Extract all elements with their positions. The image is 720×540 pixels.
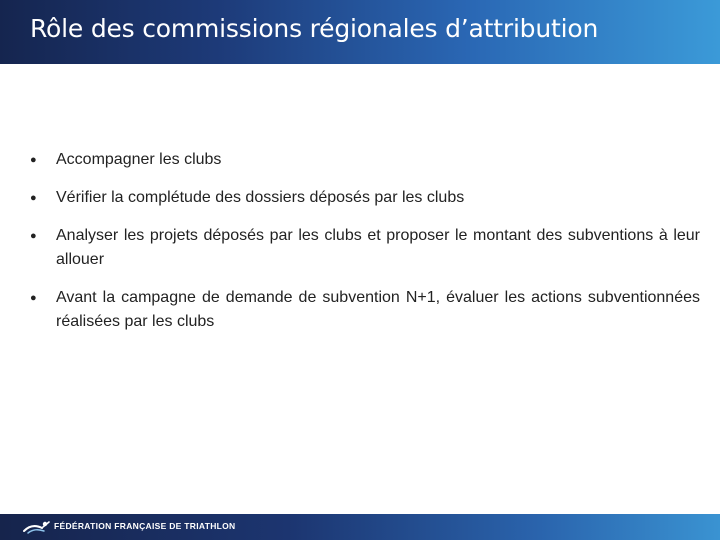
bullet-text: Vérifier la complétude des dossiers déposés par les clubs bbox=[56, 189, 465, 206]
bullet-item bbox=[28, 148, 700, 172]
bullet-text: Accompagner les clubs bbox=[56, 151, 222, 168]
footer-bar bbox=[0, 514, 720, 540]
bullet-list bbox=[28, 148, 700, 348]
title-bar bbox=[0, 0, 720, 64]
bullet-dot-icon: ● bbox=[30, 154, 37, 166]
bullet-item bbox=[28, 286, 700, 334]
bullet-dot-icon: ● bbox=[30, 192, 37, 204]
bullet-dot-icon: ● bbox=[30, 230, 37, 242]
bullet-item bbox=[28, 224, 700, 272]
bullet-dot-icon: ● bbox=[30, 292, 37, 304]
bullet-item bbox=[28, 186, 700, 210]
footer-organization: FÉDÉRATION FRANÇAISE DE TRIATHLON bbox=[54, 521, 236, 531]
slide-title: Rôle des commissions régionales d’attribution bbox=[30, 14, 599, 43]
triathlon-logo-icon bbox=[22, 519, 52, 535]
bullet-text: Analyser les projets déposés par les clubs et proposer le montant des subventions à leur allouer bbox=[56, 227, 700, 268]
bullet-text: Avant la campagne de demande de subvention N+1, évaluer les actions subventionnées réalisées par les clubs bbox=[56, 289, 700, 330]
